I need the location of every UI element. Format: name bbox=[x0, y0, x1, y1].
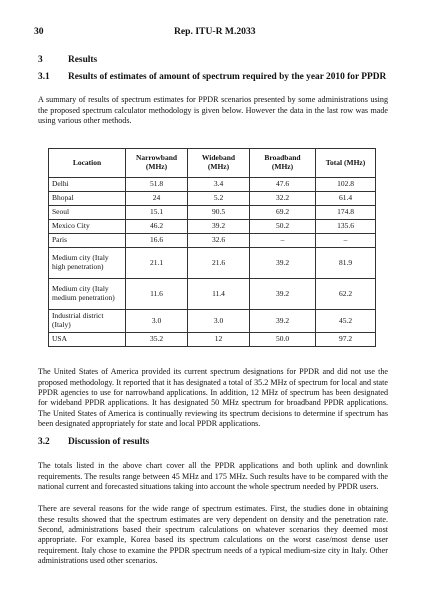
usa-paragraph: The United States of America provided its current spectrum designations for PPDR and did not use the proposed methodology. It reported that it has designated a total of 35.2 MHz of spectrum for local and state PPDR agencies to use for narrowband applications. In addition, 12 MHz of spectrum has been designated for wideband PPDR applications. It has designated 50 MHz spectrum for broadband PPDR applications. The United States of America is continually reviewing its spectrum decisions to determine if spectrum has been designated appropriately for state and local PPDR applications. bbox=[38, 367, 388, 429]
cell-total: 45.2 bbox=[316, 310, 376, 333]
cell-location: Paris bbox=[49, 234, 126, 248]
cell-narrowband: 16.6 bbox=[126, 234, 188, 248]
spectrum-results-table bbox=[48, 148, 376, 347]
cell-total: 62.2 bbox=[316, 279, 376, 310]
cell-narrowband: 21.1 bbox=[126, 248, 188, 279]
cell-location: Medium city (Italy high penetration) bbox=[49, 248, 126, 279]
subsection-number: 3.2 bbox=[38, 437, 50, 447]
table-row bbox=[49, 178, 376, 192]
table-row bbox=[49, 333, 376, 347]
intro-paragraph: A summary of results of spectrum estimates for PPDR scenarios presented by some administrations using the proposed spectrum calculator methodology is given below. However the data in the last row was made using various other methods. bbox=[38, 95, 388, 125]
cell-location: USA bbox=[49, 333, 126, 347]
table-row bbox=[49, 206, 376, 220]
table-row bbox=[49, 248, 376, 279]
subsection-title: Discussion of results bbox=[68, 437, 150, 447]
table-row bbox=[49, 310, 376, 333]
column-header-wideband: Wideband (MHz) bbox=[188, 149, 250, 178]
cell-broadband: 50.2 bbox=[250, 220, 316, 234]
discussion-paragraph: The totals listed in the above chart cover all the PPDR applications and both uplink and downlink requirements. The results range between 45 MHz and 175 MHz. Such results have to be compared with the national current and forecasted situations taking into account the whole spectrum needed by PPDR users. bbox=[38, 461, 388, 491]
cell-narrowband: 3.0 bbox=[126, 310, 188, 333]
cell-broadband: 47.6 bbox=[250, 178, 316, 192]
cell-broadband: 69.2 bbox=[250, 206, 316, 220]
cell-narrowband: 51.8 bbox=[126, 178, 188, 192]
cell-narrowband: 35.2 bbox=[126, 333, 188, 347]
cell-location: Delhi bbox=[49, 178, 126, 192]
table-row bbox=[49, 234, 376, 248]
cell-narrowband: 15.1 bbox=[126, 206, 188, 220]
cell-narrowband: 24 bbox=[126, 192, 188, 206]
cell-total: 174.8 bbox=[316, 206, 376, 220]
cell-broadband: 50.0 bbox=[250, 333, 316, 347]
cell-wideband: 3.0 bbox=[188, 310, 250, 333]
cell-wideband: 21.6 bbox=[188, 248, 250, 279]
column-header-total: Total (MHz) bbox=[316, 149, 376, 178]
cell-narrowband: 46.2 bbox=[126, 220, 188, 234]
cell-wideband: 90.5 bbox=[188, 206, 250, 220]
cell-wideband: 32.6 bbox=[188, 234, 250, 248]
cell-total: 81.9 bbox=[316, 248, 376, 279]
document-reference: Rep. ITU-R M.2033 bbox=[174, 26, 256, 37]
column-header-broadband: Broadband (MHz) bbox=[250, 149, 316, 178]
cell-wideband: 12 bbox=[188, 333, 250, 347]
cell-location: Mexico City bbox=[49, 220, 126, 234]
cell-broadband: 39.2 bbox=[250, 248, 316, 279]
cell-total: – bbox=[316, 234, 376, 248]
page-header bbox=[34, 26, 389, 38]
cell-broadband: 32.2 bbox=[250, 192, 316, 206]
cell-total: 61.4 bbox=[316, 192, 376, 206]
cell-wideband: 5.2 bbox=[188, 192, 250, 206]
table-row bbox=[49, 192, 376, 206]
column-header-narrowband: Narrowband (MHz) bbox=[126, 149, 188, 178]
table-row bbox=[49, 279, 376, 310]
column-header-location: Location bbox=[49, 149, 126, 178]
discussion-paragraph: There are several reasons for the wide range of spectrum estimates. First, the studies done in obtaining these results showed that the spectrum estimates are very dependent on density and the penetration rate. Second, administrations based their spectrum calculations on whatever scenarios they deemed most appropriate. For example, Korea based its spectrum calculations on the worst case/most dense user requirement. Italy chose to examine the PPDR spectrum needs of a typical medium-size city in Italy. Other administrations used other scenarios. bbox=[38, 504, 388, 566]
cell-total: 97.2 bbox=[316, 333, 376, 347]
cell-location: Bhopal bbox=[49, 192, 126, 206]
table-header-row bbox=[49, 149, 376, 178]
cell-broadband: 39.2 bbox=[250, 310, 316, 333]
subsection-number: 3.1 bbox=[38, 72, 50, 82]
cell-total: 102.8 bbox=[316, 178, 376, 192]
section-number: 3 bbox=[38, 55, 43, 65]
table-row bbox=[49, 220, 376, 234]
cell-wideband: 3.4 bbox=[188, 178, 250, 192]
cell-location: Medium city (Italy medium penetration) bbox=[49, 279, 126, 310]
section-title: Results bbox=[68, 55, 98, 65]
page-number: 30 bbox=[34, 26, 44, 37]
cell-location: Industrial district (Italy) bbox=[49, 310, 126, 333]
cell-narrowband: 11.6 bbox=[126, 279, 188, 310]
subsection-title: Results of estimates of amount of spectrum required by the year 2010 for PPDR bbox=[68, 72, 387, 82]
subsection-heading-discussion bbox=[38, 437, 149, 447]
cell-broadband: – bbox=[250, 234, 316, 248]
cell-total: 135.6 bbox=[316, 220, 376, 234]
cell-broadband: 39.2 bbox=[250, 279, 316, 310]
cell-wideband: 11.4 bbox=[188, 279, 250, 310]
cell-wideband: 39.2 bbox=[188, 220, 250, 234]
cell-location: Seoul bbox=[49, 206, 126, 220]
subsection-heading-estimates bbox=[38, 72, 386, 82]
section-heading-results bbox=[38, 55, 97, 65]
